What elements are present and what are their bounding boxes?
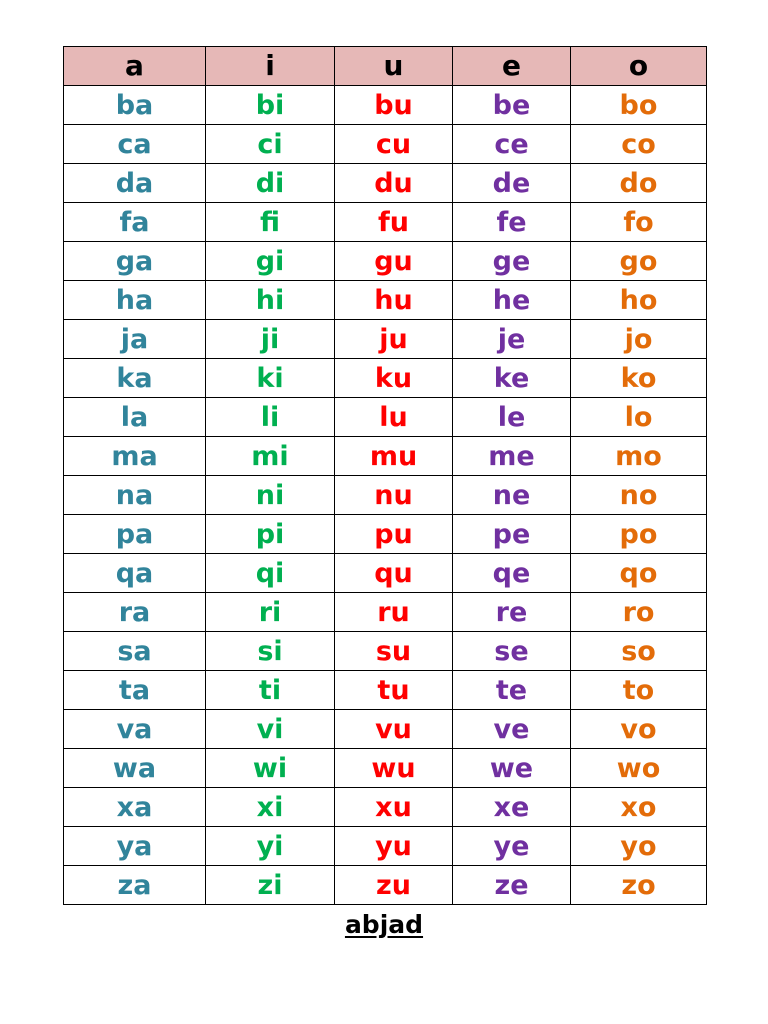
syllable-cell: fe [453,203,571,242]
table-row [64,242,707,281]
syllable-cell: te [453,671,571,710]
syllable-cell: to [571,671,707,710]
syllable-cell: na [64,476,206,515]
syllable-cell: yo [571,827,707,866]
syllable-cell: be [453,86,571,125]
syllable-cell: ma [64,437,206,476]
syllable-cell: yi [206,827,335,866]
syllable-cell: qo [571,554,707,593]
syllable-cell: xi [206,788,335,827]
syllable-cell: qe [453,554,571,593]
syllable-cell: ca [64,125,206,164]
syllable-cell: di [206,164,335,203]
syllable-cell: ze [453,866,571,905]
syllable-cell: wo [571,749,707,788]
syllable-cell: fu [335,203,453,242]
table-row [64,281,707,320]
vowel-header: e [453,47,571,86]
syllable-cell: wu [335,749,453,788]
table-body [64,86,707,905]
table-row [64,359,707,398]
syllable-cell: da [64,164,206,203]
syllable-cell: no [571,476,707,515]
table-row [64,788,707,827]
syllable-cell: xu [335,788,453,827]
syllable-cell: li [206,398,335,437]
syllable-cell: xo [571,788,707,827]
syllable-cell: pi [206,515,335,554]
caption-title: abjad [344,910,424,939]
syllable-cell: va [64,710,206,749]
syllable-cell: si [206,632,335,671]
syllable-cell: ro [571,593,707,632]
syllable-cell: zo [571,866,707,905]
syllable-cell: zi [206,866,335,905]
syllable-cell: ki [206,359,335,398]
syllable-cell: de [453,164,571,203]
syllable-cell: le [453,398,571,437]
syllable-cell: jo [571,320,707,359]
syllable-cell: du [335,164,453,203]
table-row [64,671,707,710]
syllable-cell: ge [453,242,571,281]
table-row [64,632,707,671]
syllable-cell: lu [335,398,453,437]
vowel-header: i [206,47,335,86]
syllable-cell: mu [335,437,453,476]
syllable-cell: qu [335,554,453,593]
syllable-cell: bi [206,86,335,125]
syllable-cell: xe [453,788,571,827]
table-row [64,710,707,749]
syllable-cell: vo [571,710,707,749]
syllable-cell: fi [206,203,335,242]
table-row [64,164,707,203]
syllable-cell: co [571,125,707,164]
syllable-cell: tu [335,671,453,710]
table-row [64,203,707,242]
syllable-cell: su [335,632,453,671]
syllable-cell: sa [64,632,206,671]
syllable-cell: re [453,593,571,632]
syllable-cell: zu [335,866,453,905]
syllable-cell: lo [571,398,707,437]
syllable-cell: go [571,242,707,281]
syllable-cell: je [453,320,571,359]
syllable-cell: ri [206,593,335,632]
syllable-cell: ke [453,359,571,398]
syllable-cell: pu [335,515,453,554]
syllable-cell: ji [206,320,335,359]
syllable-table [63,46,707,905]
syllable-cell: ho [571,281,707,320]
syllable-cell: ne [453,476,571,515]
syllable-cell: cu [335,125,453,164]
table-row [64,554,707,593]
vowel-header: o [571,47,707,86]
table-row [64,125,707,164]
syllable-cell: vi [206,710,335,749]
table-row [64,515,707,554]
syllable-cell: do [571,164,707,203]
vowel-header: a [64,47,206,86]
table-row [64,476,707,515]
table-row [64,749,707,788]
table-row [64,827,707,866]
syllable-cell: he [453,281,571,320]
table-row [64,593,707,632]
syllable-cell: hi [206,281,335,320]
syllable-cell: xa [64,788,206,827]
syllable-cell: ga [64,242,206,281]
syllable-cell: ha [64,281,206,320]
table-header [64,47,707,86]
syllable-cell: qi [206,554,335,593]
table-row [64,398,707,437]
table-row [64,866,707,905]
syllable-cell: ju [335,320,453,359]
table-row [64,320,707,359]
syllable-cell: mi [206,437,335,476]
syllable-cell: mo [571,437,707,476]
syllable-cell: ni [206,476,335,515]
syllable-cell: fo [571,203,707,242]
syllable-cell: ba [64,86,206,125]
syllable-cell: ce [453,125,571,164]
vowel-header: u [335,47,453,86]
syllable-cell: ja [64,320,206,359]
syllable-cell: gi [206,242,335,281]
syllable-cell: ra [64,593,206,632]
syllable-cell: pe [453,515,571,554]
syllable-cell: ko [571,359,707,398]
syllable-cell: ci [206,125,335,164]
syllable-cell: ve [453,710,571,749]
syllable-cell: la [64,398,206,437]
syllable-cell: so [571,632,707,671]
syllable-cell: yu [335,827,453,866]
syllable-cell: po [571,515,707,554]
syllable-cell: ru [335,593,453,632]
syllable-cell: wi [206,749,335,788]
syllable-cell: se [453,632,571,671]
syllable-cell: hu [335,281,453,320]
syllable-cell: me [453,437,571,476]
syllable-cell: fa [64,203,206,242]
syllable-cell: bu [335,86,453,125]
syllable-cell: ye [453,827,571,866]
syllable-cell: za [64,866,206,905]
syllable-cell: ta [64,671,206,710]
syllable-cell: vu [335,710,453,749]
syllable-cell: we [453,749,571,788]
header-row [64,47,707,86]
syllable-cell: bo [571,86,707,125]
syllable-cell: gu [335,242,453,281]
table-row [64,86,707,125]
syllable-cell: ti [206,671,335,710]
syllable-cell: pa [64,515,206,554]
table-row [64,437,707,476]
syllable-cell: wa [64,749,206,788]
syllable-cell: ka [64,359,206,398]
syllable-cell: ku [335,359,453,398]
syllable-cell: ya [64,827,206,866]
syllable-cell: nu [335,476,453,515]
syllable-cell: qa [64,554,206,593]
